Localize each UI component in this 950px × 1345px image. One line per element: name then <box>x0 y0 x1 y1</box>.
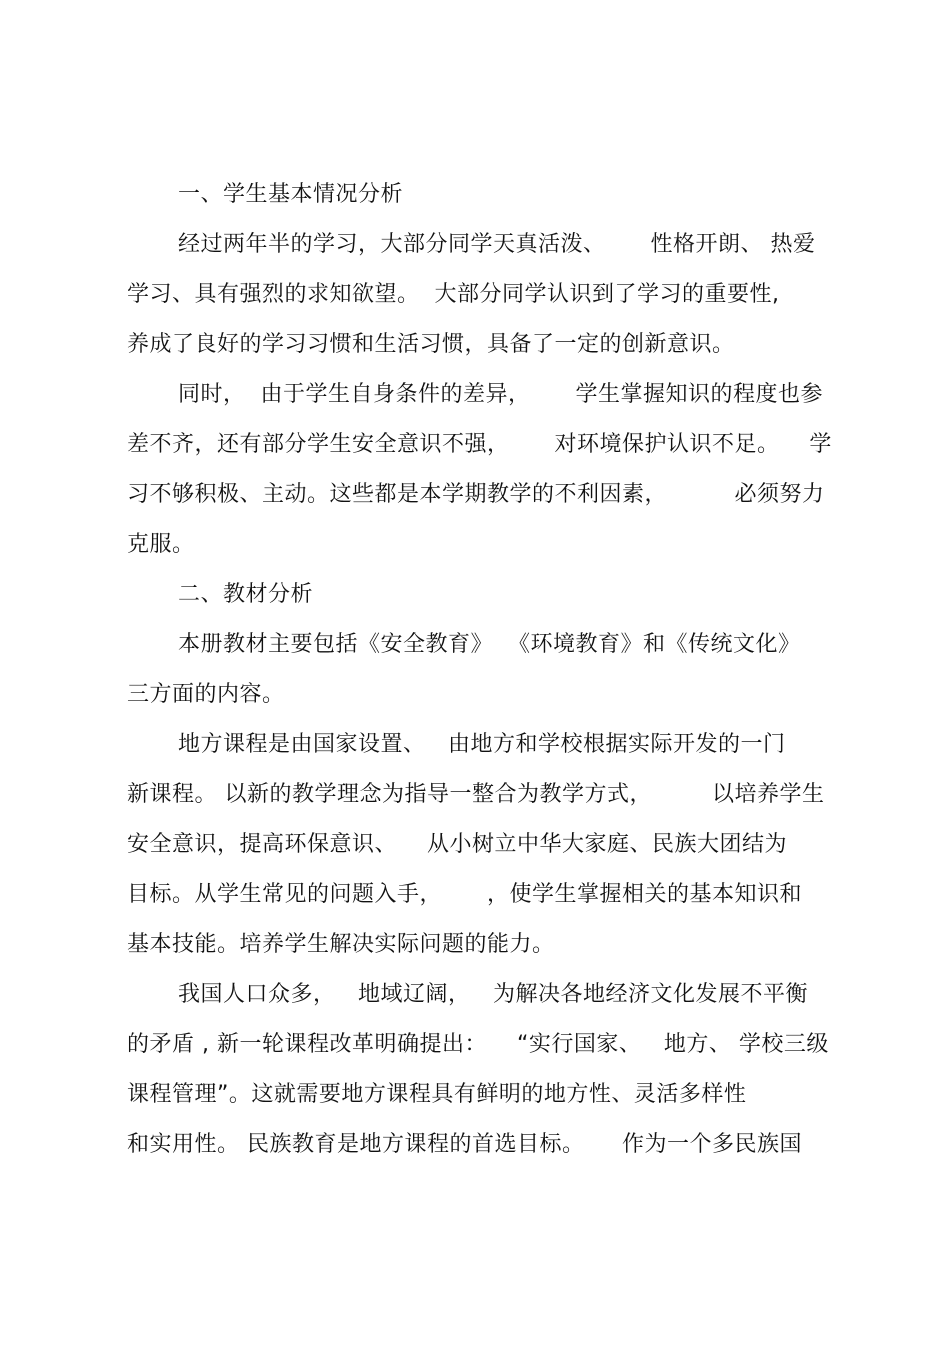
paragraph-line: 学习、具有强烈的求知欲望。 大部分同学认识到了学习的重要性, <box>127 282 780 307</box>
paragraph-line: 基本技能。培养学生解决实际问题的能力。 <box>127 932 555 957</box>
paragraph-line: 地方课程是由国家设置、 由地方和学校根据实际开发的一门 <box>178 732 786 757</box>
paragraph-line: 本册教材主要包括《安全教育》 《环境教育》和《传统文化》 <box>178 632 801 657</box>
paragraph-line: 新课程。 以新的教学理念为指导一整合为教学方式， 以培养学生 <box>127 782 825 807</box>
paragraph-line: 养成了良好的学习习惯和生活习惯，具备了一定的创新意识。 <box>127 332 735 357</box>
heading-student-analysis: 一、学生基本情况分析 <box>178 182 404 207</box>
paragraph-line: 经过两年半的学习，大部分同学天真活泼、 性格开朗、 热爱 <box>178 232 816 257</box>
paragraph-line: 三方面的内容。 <box>127 682 285 707</box>
paragraph-line: 同时， 由于学生自身条件的差异， 学生掌握知识的程度也参 <box>178 382 823 407</box>
paragraph-line: 安全意识，提高环保意识、 从小树立中华大家庭、民族大团结为 <box>127 832 787 857</box>
paragraph-line: 习不够积极、主动。这些都是本学期教学的不利因素， 必须努力 <box>127 482 825 507</box>
paragraph-line: 差不齐，还有部分学生安全意识不强， 对环境保护认识不足。 学 <box>127 432 832 457</box>
paragraph-line: 目标。从学生常见的问题入手， ，使学生掌握相关的基本知识和 <box>127 882 802 907</box>
heading-textbook-analysis: 二、教材分析 <box>178 582 314 607</box>
paragraph-line: 课程管理”。这就需要地方课程具有鲜明的地方性、灵活多样性 <box>127 1082 747 1107</box>
paragraph-line: 我国人口众多， 地域辽阔， 为解决各地经济文化发展不平衡 <box>178 982 808 1007</box>
paragraph-line: 的矛盾 , 新一轮课程改革明确提出： “实行国家、 地方、 学校三级 <box>127 1032 829 1057</box>
paragraph-line: 和实用性。 民族教育是地方课程的首选目标。 作为一个多民族国 <box>127 1132 802 1157</box>
paragraph-line: 克服。 <box>127 532 195 557</box>
